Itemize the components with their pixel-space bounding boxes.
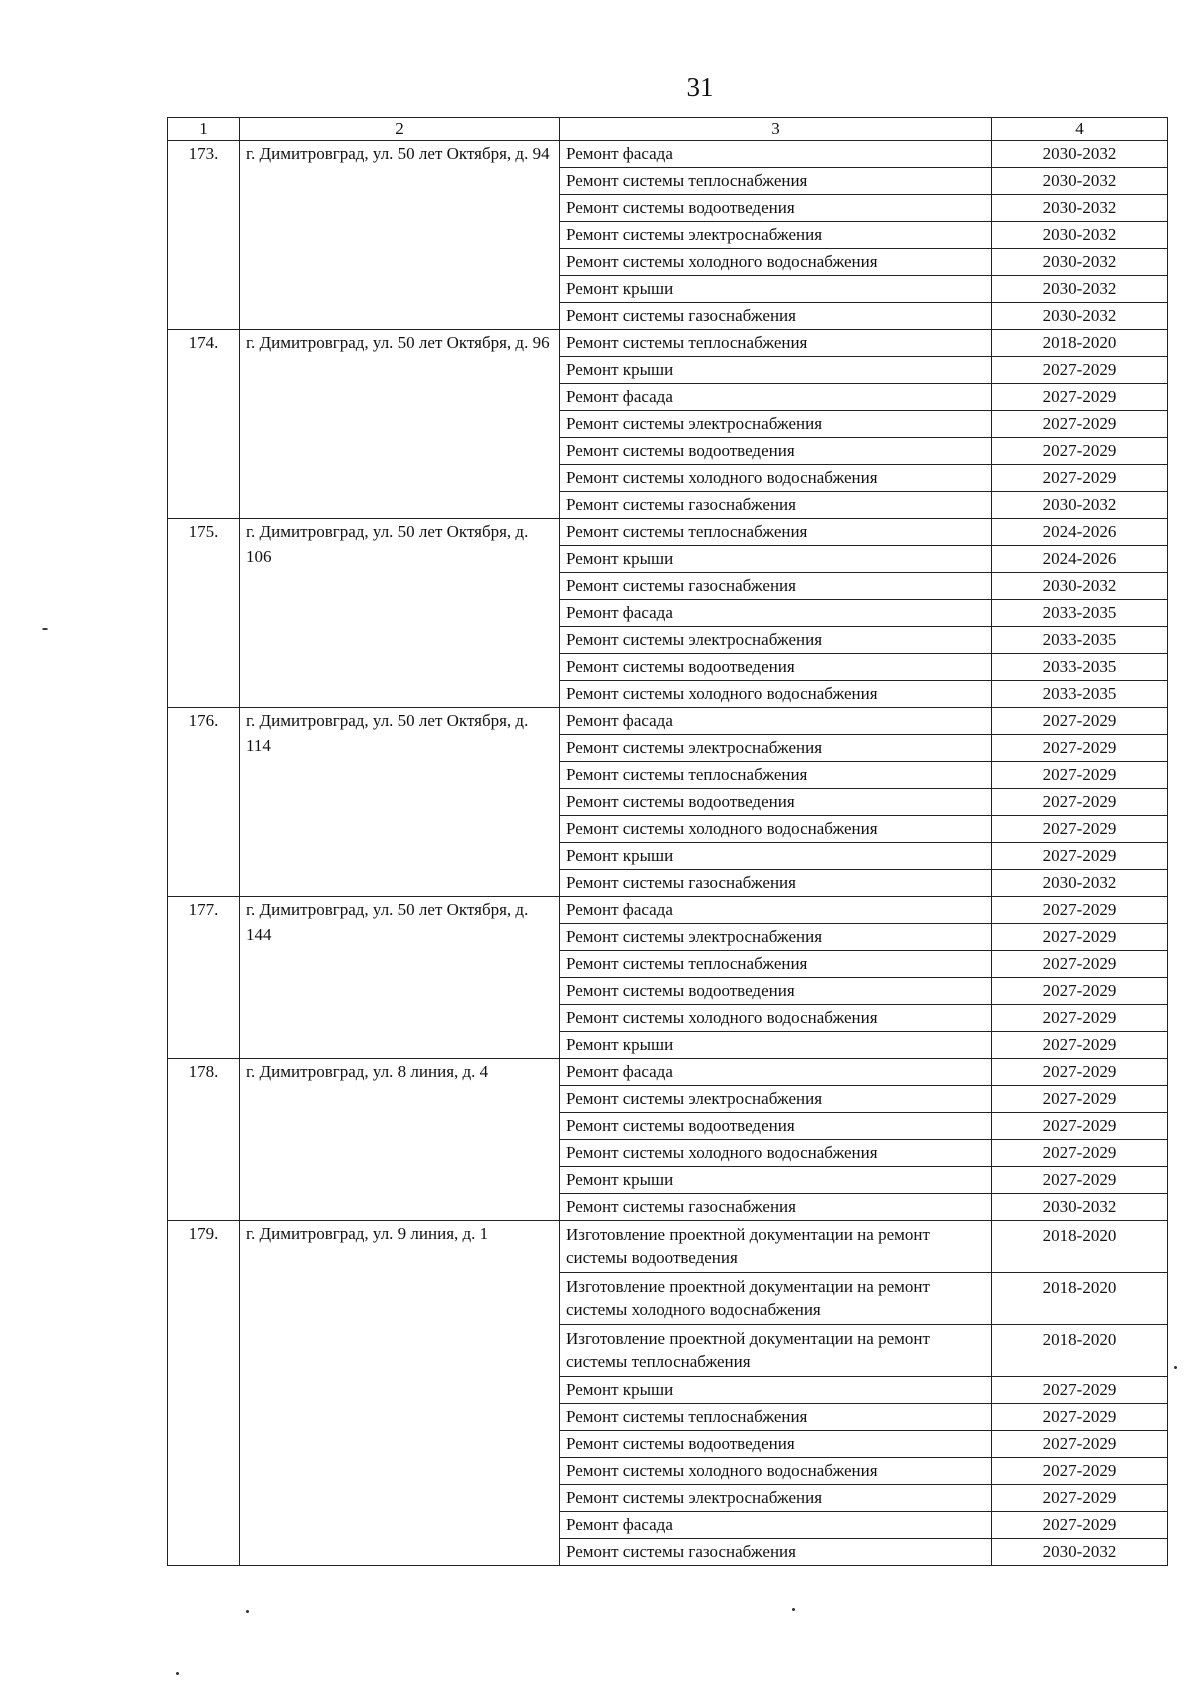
work-period: 2030-2032 bbox=[992, 222, 1168, 249]
work-period: 2027-2029 bbox=[992, 708, 1168, 735]
page-number: 31 bbox=[686, 72, 714, 102]
work-period: 2027-2029 bbox=[992, 465, 1168, 492]
work-period: 2030-2032 bbox=[992, 168, 1168, 195]
scan-speck bbox=[792, 1608, 795, 1611]
work-period: 2024-2026 bbox=[992, 519, 1168, 546]
work-type: Изготовление проектной документации на ремонт системы водоотведения bbox=[560, 1221, 992, 1273]
item-number: 176. bbox=[168, 708, 240, 897]
item-number: 177. bbox=[168, 897, 240, 1059]
work-type: Ремонт системы водоотведения bbox=[560, 438, 992, 465]
work-type: Ремонт крыши bbox=[560, 1167, 992, 1194]
item-number: 175. bbox=[168, 519, 240, 708]
work-type: Ремонт крыши bbox=[560, 1377, 992, 1404]
work-type: Ремонт системы электроснабжения bbox=[560, 1086, 992, 1113]
work-period: 2030-2032 bbox=[992, 141, 1168, 168]
building-address: г. Димитровград, ул. 50 лет Октября, д. 114 bbox=[240, 708, 560, 897]
work-type: Ремонт системы газоснабжения bbox=[560, 492, 992, 519]
work-period: 2027-2029 bbox=[992, 897, 1168, 924]
work-type: Изготовление проектной документации на ремонт системы теплоснабжения bbox=[560, 1325, 992, 1377]
work-period: 2027-2029 bbox=[992, 1167, 1168, 1194]
scan-speck bbox=[246, 1610, 249, 1613]
work-type: Ремонт крыши bbox=[560, 357, 992, 384]
work-period: 2030-2032 bbox=[992, 276, 1168, 303]
work-period: 2027-2029 bbox=[992, 1032, 1168, 1059]
work-period: 2030-2032 bbox=[992, 195, 1168, 222]
header-col-1: 1 bbox=[168, 118, 240, 141]
work-period: 2030-2032 bbox=[992, 1539, 1168, 1566]
table-row bbox=[168, 1059, 1168, 1086]
work-type: Ремонт системы водоотведения bbox=[560, 195, 992, 222]
work-type: Ремонт системы водоотведения bbox=[560, 654, 992, 681]
work-type: Ремонт системы теплоснабжения bbox=[560, 168, 992, 195]
table-row bbox=[168, 519, 1168, 546]
work-type: Ремонт системы холодного водоснабжения bbox=[560, 681, 992, 708]
table-header bbox=[168, 118, 1168, 141]
work-period: 2027-2029 bbox=[992, 357, 1168, 384]
work-type: Ремонт системы электроснабжения bbox=[560, 1485, 992, 1512]
work-type: Ремонт системы газоснабжения bbox=[560, 870, 992, 897]
work-type: Ремонт системы теплоснабжения bbox=[560, 762, 992, 789]
work-type: Ремонт системы теплоснабжения bbox=[560, 519, 992, 546]
work-period: 2027-2029 bbox=[992, 924, 1168, 951]
work-type: Ремонт системы водоотведения bbox=[560, 789, 992, 816]
building-address: г. Димитровград, ул. 50 лет Октября, д. 94 bbox=[240, 141, 560, 330]
work-type: Ремонт крыши bbox=[560, 546, 992, 573]
work-period: 2027-2029 bbox=[992, 1086, 1168, 1113]
work-period: 2030-2032 bbox=[992, 1194, 1168, 1221]
table-row bbox=[168, 330, 1168, 357]
building-address: г. Димитровград, ул. 8 линия, д. 4 bbox=[240, 1059, 560, 1221]
work-type: Ремонт системы электроснабжения bbox=[560, 222, 992, 249]
work-period: 2027-2029 bbox=[992, 1005, 1168, 1032]
scan-speck bbox=[1174, 1366, 1177, 1369]
work-type: Ремонт системы холодного водоснабжения bbox=[560, 1458, 992, 1485]
work-type: Ремонт системы водоотведения bbox=[560, 1113, 992, 1140]
work-period: 2027-2029 bbox=[992, 978, 1168, 1005]
work-period: 2027-2029 bbox=[992, 1485, 1168, 1512]
work-period: 2018-2020 bbox=[992, 1273, 1168, 1325]
work-type: Ремонт фасада bbox=[560, 141, 992, 168]
work-type: Ремонт крыши bbox=[560, 276, 992, 303]
work-period: 2030-2032 bbox=[992, 303, 1168, 330]
scan-speck bbox=[42, 628, 48, 630]
work-period: 2030-2032 bbox=[992, 870, 1168, 897]
work-type: Ремонт системы теплоснабжения bbox=[560, 1404, 992, 1431]
work-type: Ремонт крыши bbox=[560, 843, 992, 870]
item-number: 179. bbox=[168, 1221, 240, 1566]
work-period: 2027-2029 bbox=[992, 816, 1168, 843]
work-period: 2030-2032 bbox=[992, 249, 1168, 276]
work-period: 2027-2029 bbox=[992, 1404, 1168, 1431]
work-period: 2030-2032 bbox=[992, 573, 1168, 600]
work-period: 2033-2035 bbox=[992, 681, 1168, 708]
work-type: Ремонт системы электроснабжения bbox=[560, 411, 992, 438]
work-type: Ремонт системы холодного водоснабжения bbox=[560, 465, 992, 492]
work-type: Ремонт фасада bbox=[560, 1059, 992, 1086]
work-type: Ремонт системы электроснабжения bbox=[560, 735, 992, 762]
work-period: 2027-2029 bbox=[992, 1140, 1168, 1167]
repair-schedule-table bbox=[167, 117, 1168, 1566]
item-number: 173. bbox=[168, 141, 240, 330]
work-type: Ремонт системы холодного водоснабжения bbox=[560, 1005, 992, 1032]
work-period: 2027-2029 bbox=[992, 762, 1168, 789]
item-number: 174. bbox=[168, 330, 240, 519]
work-period: 2018-2020 bbox=[992, 1221, 1168, 1273]
work-period: 2018-2020 bbox=[992, 1325, 1168, 1377]
work-period: 2033-2035 bbox=[992, 627, 1168, 654]
table-body bbox=[168, 141, 1168, 1566]
work-type: Ремонт системы холодного водоснабжения bbox=[560, 1140, 992, 1167]
work-type: Ремонт крыши bbox=[560, 1032, 992, 1059]
work-period: 2033-2035 bbox=[992, 600, 1168, 627]
work-type: Ремонт системы газоснабжения bbox=[560, 1539, 992, 1566]
work-period: 2027-2029 bbox=[992, 1059, 1168, 1086]
work-type: Ремонт фасада bbox=[560, 600, 992, 627]
work-period: 2027-2029 bbox=[992, 1512, 1168, 1539]
building-address: г. Димитровград, ул. 50 лет Октября, д. 96 bbox=[240, 330, 560, 519]
building-address: г. Димитровград, ул. 50 лет Октября, д. 106 bbox=[240, 519, 560, 708]
table-row bbox=[168, 141, 1168, 168]
header-col-2: 2 bbox=[240, 118, 560, 141]
work-period: 2027-2029 bbox=[992, 1377, 1168, 1404]
work-period: 2027-2029 bbox=[992, 1431, 1168, 1458]
work-type: Ремонт системы газоснабжения bbox=[560, 1194, 992, 1221]
work-type: Ремонт системы водоотведения bbox=[560, 1431, 992, 1458]
work-period: 2018-2020 bbox=[992, 330, 1168, 357]
work-period: 2027-2029 bbox=[992, 789, 1168, 816]
work-type: Ремонт фасада bbox=[560, 384, 992, 411]
work-type: Ремонт системы теплоснабжения bbox=[560, 330, 992, 357]
table-row bbox=[168, 1221, 1168, 1273]
work-period: 2027-2029 bbox=[992, 411, 1168, 438]
work-type: Изготовление проектной документации на ремонт системы холодного водоснабжения bbox=[560, 1273, 992, 1325]
work-type: Ремонт системы газоснабжения bbox=[560, 303, 992, 330]
work-type: Ремонт фасада bbox=[560, 708, 992, 735]
work-type: Ремонт системы газоснабжения bbox=[560, 573, 992, 600]
table-row bbox=[168, 897, 1168, 924]
work-type: Ремонт системы холодного водоснабжения bbox=[560, 249, 992, 276]
building-address: г. Димитровград, ул. 50 лет Октября, д. 144 bbox=[240, 897, 560, 1059]
item-number: 178. bbox=[168, 1059, 240, 1221]
work-period: 2027-2029 bbox=[992, 1458, 1168, 1485]
work-type: Ремонт системы электроснабжения bbox=[560, 627, 992, 654]
header-col-3: 3 bbox=[560, 118, 992, 141]
work-type: Ремонт системы теплоснабжения bbox=[560, 951, 992, 978]
building-address: г. Димитровград, ул. 9 линия, д. 1 bbox=[240, 1221, 560, 1566]
table-row bbox=[168, 708, 1168, 735]
work-type: Ремонт фасада bbox=[560, 897, 992, 924]
work-period: 2033-2035 bbox=[992, 654, 1168, 681]
header-col-4: 4 bbox=[992, 118, 1168, 141]
work-period: 2027-2029 bbox=[992, 843, 1168, 870]
scan-speck bbox=[176, 1672, 179, 1675]
work-type: Ремонт системы водоотведения bbox=[560, 978, 992, 1005]
work-type: Ремонт системы холодного водоснабжения bbox=[560, 816, 992, 843]
work-period: 2027-2029 bbox=[992, 1113, 1168, 1140]
document-table-container bbox=[167, 117, 1167, 1566]
work-period: 2027-2029 bbox=[992, 384, 1168, 411]
work-type: Ремонт системы электроснабжения bbox=[560, 924, 992, 951]
work-type: Ремонт фасада bbox=[560, 1512, 992, 1539]
work-period: 2027-2029 bbox=[992, 951, 1168, 978]
work-period: 2030-2032 bbox=[992, 492, 1168, 519]
work-period: 2027-2029 bbox=[992, 438, 1168, 465]
work-period: 2024-2026 bbox=[992, 546, 1168, 573]
work-period: 2027-2029 bbox=[992, 735, 1168, 762]
header-row bbox=[168, 118, 1168, 141]
